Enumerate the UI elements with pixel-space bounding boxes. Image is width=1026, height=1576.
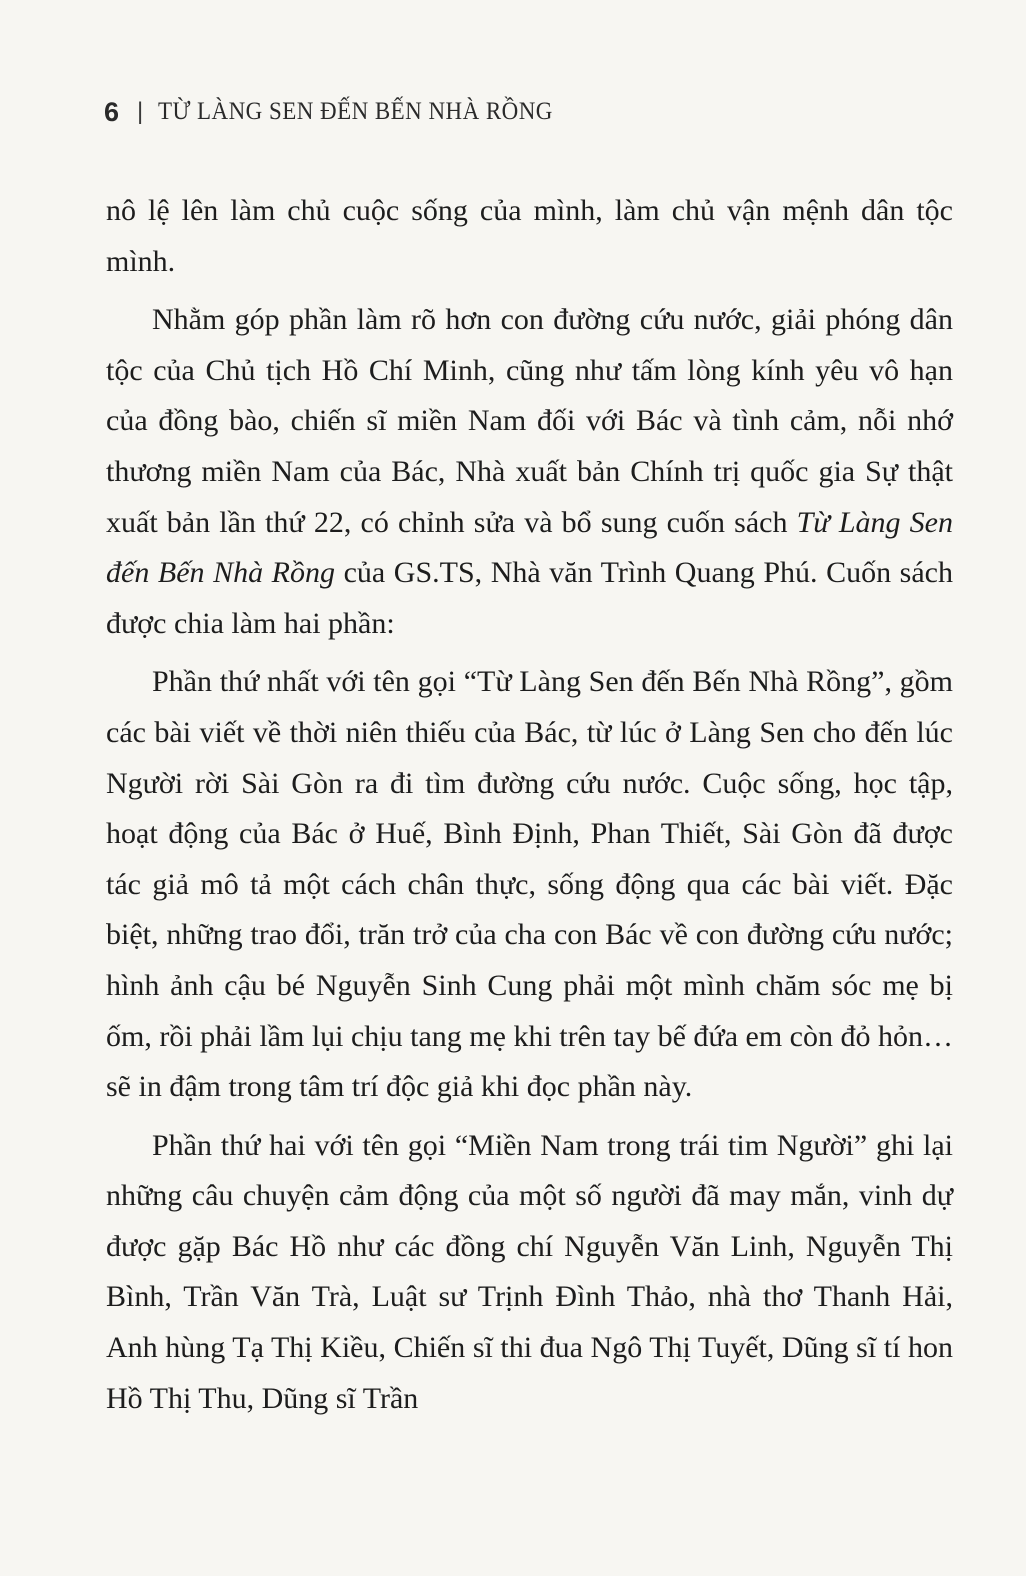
paragraph-continuation: nô lệ lên làm chủ cuộc sống của mình, làm chủ vận mệnh dân tộc mình. — [106, 194, 953, 278]
paragraph-intro — [106, 295, 953, 649]
body-text — [106, 186, 953, 1424]
paragraph-part-two: Phần thứ hai với tên gọi “Miền Nam trong trái tim Người” ghi lại những câu chuyện cảm động của một số người đã may mắn, vinh dự được gặp Bác Hồ như các đồng chí Nguyễn Văn Linh, Nguyễn Thị Bình, Trần Văn Trà, Luật sư Trịnh Đình Thảo, nhà thơ Thanh Hải, Anh hùng Tạ Thị Kiều, Chiến sĩ thi đua Ngô Thị Tuyết, Dũng sĩ tí hon Hồ Thị Thu, Dũng sĩ Trần — [106, 1128, 953, 1415]
paragraph-intro-ending: của GS.TS, Nhà văn Trình Quang Phú. Cuốn sách được chia làm hai phần: — [106, 556, 953, 640]
paragraph-intro-text: Nhằm góp phần làm rõ hơn con đường cứu nước, giải phóng dân tộc của Chủ tịch Hồ Chí Minh, cũng như tấm lòng kính yêu vô hạn của đồng bào, chiến sĩ miền Nam đối với Bác và tình cảm, nỗi nhớ thương miền Nam của Bác, Nhà xuất bản Chính trị quốc gia Sự thật xuất bản lần thứ 22, có chỉnh sửa và bổ sung cuốn sách — [106, 303, 953, 539]
page-header — [104, 92, 587, 132]
header-separator: | — [137, 98, 144, 125]
paragraph-part-one: Phần thứ nhất với tên gọi “Từ Làng Sen đến Bến Nhà Rồng”, gồm các bài viết về thời niên thiếu của Bác, từ lúc ở Làng Sen cho đến lúc Người rời Sài Gòn ra đi tìm đường cứu nước. Cuộc sống, học tập, hoạt động của Bác ở Huế, Bình Định, Phan Thiết, Sài Gòn đã được tác giả mô tả một cách chân thực, sống động qua các bài viết. Đặc biệt, những trao đổi, trăn trở của cha con Bác về con đường cứu nước; hình ảnh cậu bé Nguyễn Sinh Cung phải một mình chăm sóc mẹ bị ốm, rồi phải lầm lụi chịu tang mẹ khi trên tay bế đứa em còn đỏ hỏn… sẽ in đậm trong tâm trí độc giả khi đọc phần này. — [106, 665, 953, 1104]
running-title: TỪ LÀNG SEN ĐẾN BẾN NHÀ RỒNG — [158, 98, 554, 125]
page-number: 6 — [104, 96, 120, 127]
book-title: Từ Làng Sen đến Bến Nhà Rồng — [106, 505, 953, 590]
